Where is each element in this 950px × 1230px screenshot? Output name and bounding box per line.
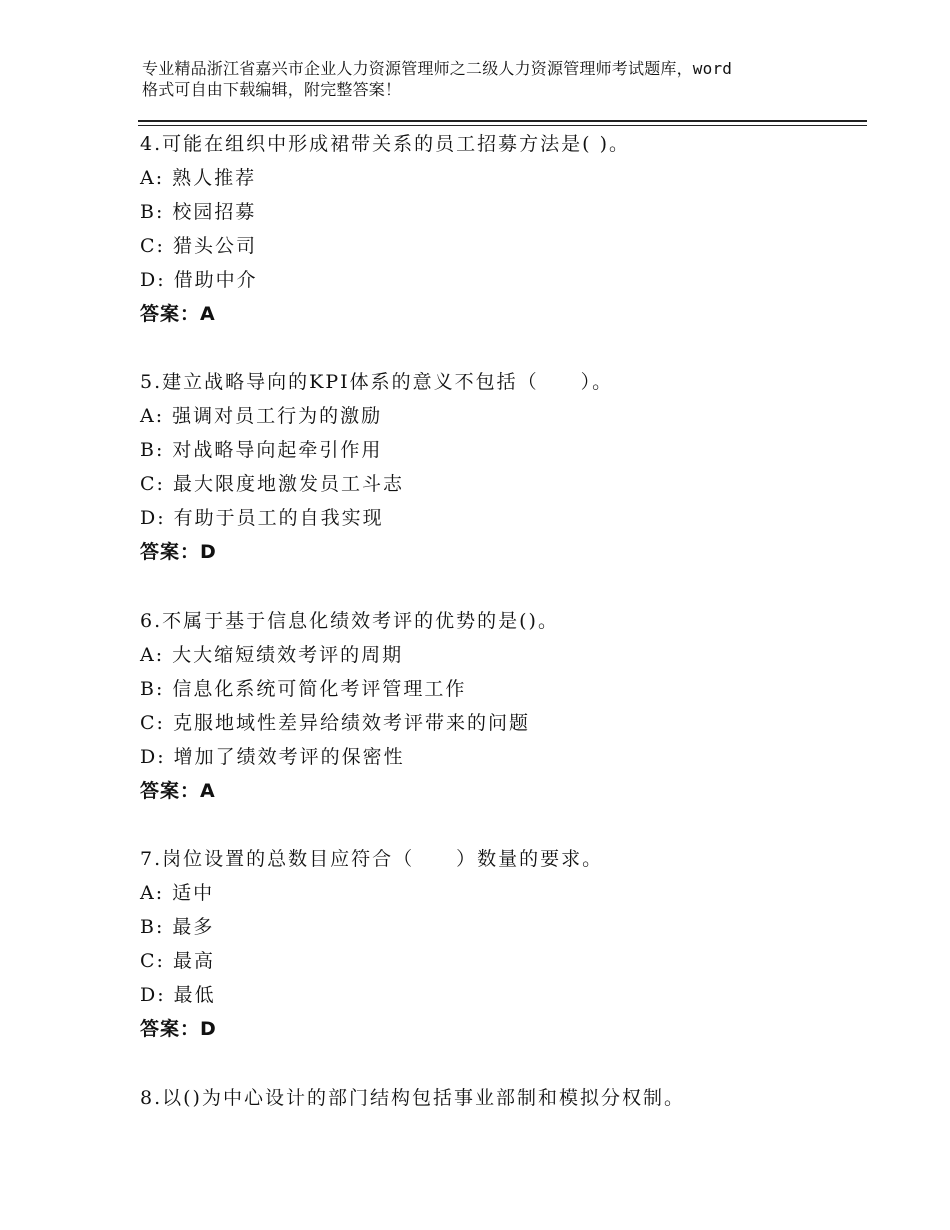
option-c: C: 克服地域性差异给绩效考评带来的问题 [140, 712, 530, 734]
option-b: B: 最多 [140, 916, 215, 938]
header-line-1: 专业精品浙江省嘉兴市企业人力资源管理师之二级人力资源管理师考试题库，word [142, 59, 733, 78]
option-b: B: 对战略导向起牵引作用 [140, 439, 383, 461]
option-a: A: 适中 [140, 882, 215, 904]
option-a: A: 熟人推荐 [140, 167, 257, 189]
option-b: B: 校园招募 [140, 201, 257, 223]
header-rule-thick [138, 120, 867, 122]
question-stem: 4.可能在组织中形成裙带关系的员工招募方法是( )。 [140, 133, 630, 155]
document-header [142, 58, 842, 100]
option-b: B: 信息化系统可简化考评管理工作 [140, 678, 467, 700]
question-5 [140, 368, 860, 572]
option-d: D: 有助于员工的自我实现 [140, 507, 384, 529]
option-d: D: 增加了绩效考评的保密性 [140, 746, 405, 768]
question-stem: 8.以()为中心设计的部门结构包括事业部制和模拟分权制。 [140, 1087, 685, 1109]
question-stem: 6.不属于基于信息化绩效考评的优势的是()。 [140, 610, 559, 632]
question-4 [140, 130, 860, 334]
option-a: A: 大大缩短绩效考评的周期 [140, 644, 404, 666]
option-c: C: 最大限度地激发员工斗志 [140, 473, 404, 495]
header-line-2: 格式可自由下载编辑，附完整答案！ [142, 80, 402, 99]
question-7 [140, 845, 860, 1049]
header-rule-thin [138, 125, 867, 126]
option-a: A: 强调对员工行为的激励 [140, 405, 383, 427]
answer: 答案：D [140, 541, 217, 563]
question-stem: 7.岗位设置的总数目应符合（ ）数量的要求。 [140, 848, 604, 870]
question-6 [140, 607, 860, 811]
question-stem: 5.建立战略导向的KPI体系的意义不包括（ ）。 [140, 371, 614, 393]
option-c: C: 猎头公司 [140, 235, 257, 257]
option-d: D: 借助中介 [140, 269, 258, 291]
answer: 答案：A [140, 780, 216, 802]
answer: 答案：A [140, 303, 216, 325]
option-c: C: 最高 [140, 950, 215, 972]
answer: 答案：D [140, 1018, 217, 1040]
question-8 [140, 1084, 860, 1118]
option-d: D: 最低 [140, 984, 216, 1006]
